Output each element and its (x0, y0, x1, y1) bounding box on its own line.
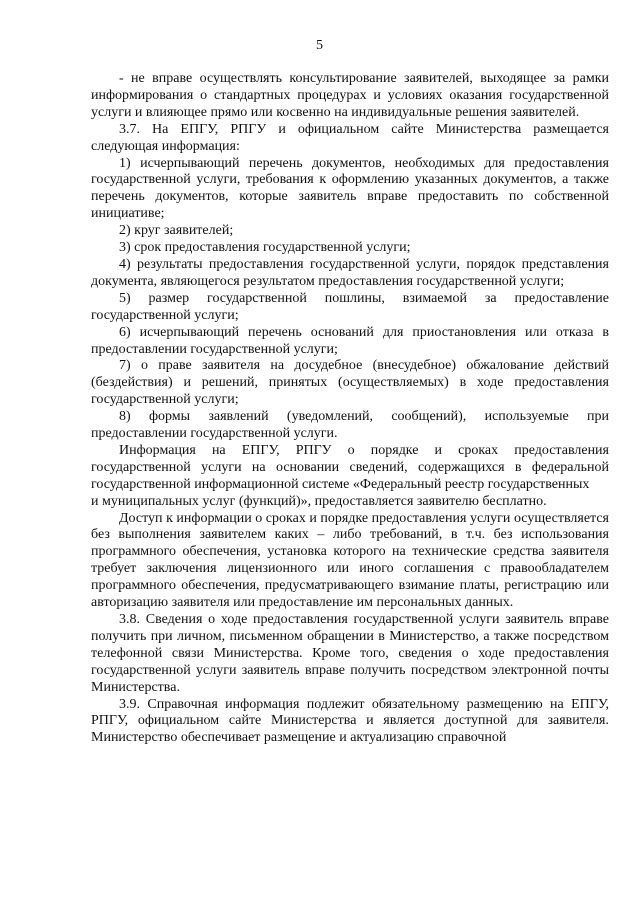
paragraph: - не вправе осуществлять консультирование заявителей, выходящее за рамки информирования о стандартных процедурах и условиях оказания государственной услуги и влияющее прямо или косвенно на индивидуальные решения заявителей. (91, 71, 609, 120)
document-body (91, 71, 609, 747)
list-item: 1) исчерпывающий перечень документов, необходимых для предоставления государственной услуги, требования к оформлению указанных документов, а также перечень документов, которые заявитель вправе предоставить по собственной инициативе; (91, 155, 609, 222)
list-item: 7) о праве заявителя на досудебное (внесудебное) обжалование действий (бездействия) и решений, принятых (осуществляемых) в ходе предоставления государственной услуги; (91, 358, 609, 408)
paragraph: Информация на ЕПГУ, РПГУ о порядке и сроках предоставления государственной услуги на основании сведений, содержащихся в федеральной государственной информационной системе «Федеральный реестр государственных (91, 442, 609, 492)
list-item: 8) формы заявлений (уведомлений, сообщений), используемые при предоставлении государственной услуги. (91, 409, 609, 442)
list-item: 2) круг заявителей; (119, 223, 234, 239)
paragraph: 3.9. Справочная информация подлежит обязательному размещению на ЕПГУ, РПГУ, официальном сайте Министерства и является доступной для заявителя. Министерство обеспечивает размещение и актуализацию справочной (91, 696, 609, 746)
page-number: 5 (316, 38, 323, 53)
paragraph: 3.8. Сведения о ходе предоставления государственной услуги заявитель вправе получить при личном, письменном обращении в Министерство, а также посредством телефонной связи Министерства. Кроме того, сведения о ходе предоставления государственной услуги заявитель вправе получить посредством электронной почты Министерства. (91, 612, 609, 695)
list-item: 4) результаты предоставления государственной услуги, порядок представления документа, являющегося результатом предоставления государственной услуги; (91, 256, 609, 289)
paragraph: 3.7. На ЕПГУ, РПГУ и официальном сайте Министерства размещается следующая информация: (91, 121, 609, 154)
list-item: 3) срок предоставления государственной услуги; (119, 240, 411, 256)
list-item: 5) размер государственной пошлины, взимаемой за предоставление государственной услуги; (91, 290, 609, 323)
list-item: 6) исчерпывающий перечень оснований для приостановления или отказа в предоставлении государственной услуги; (91, 324, 609, 357)
paragraph: и муниципальных услуг (функций)», предоставляется заявителю бесплатно. (91, 493, 547, 509)
paragraph: Доступ к информации о сроках и порядке предоставления услуги осуществляется без выполнения заявителем каких – либо требований, в т.ч. без использования программного обеспечения, установка которого на технические средства заявителя требует заключения лицензионного или иного соглашения с правообладателем программного обеспечения, предусматривающего взимание платы, регистрацию или авторизацию заявителя или предоставление им персональных данных. (91, 510, 609, 611)
